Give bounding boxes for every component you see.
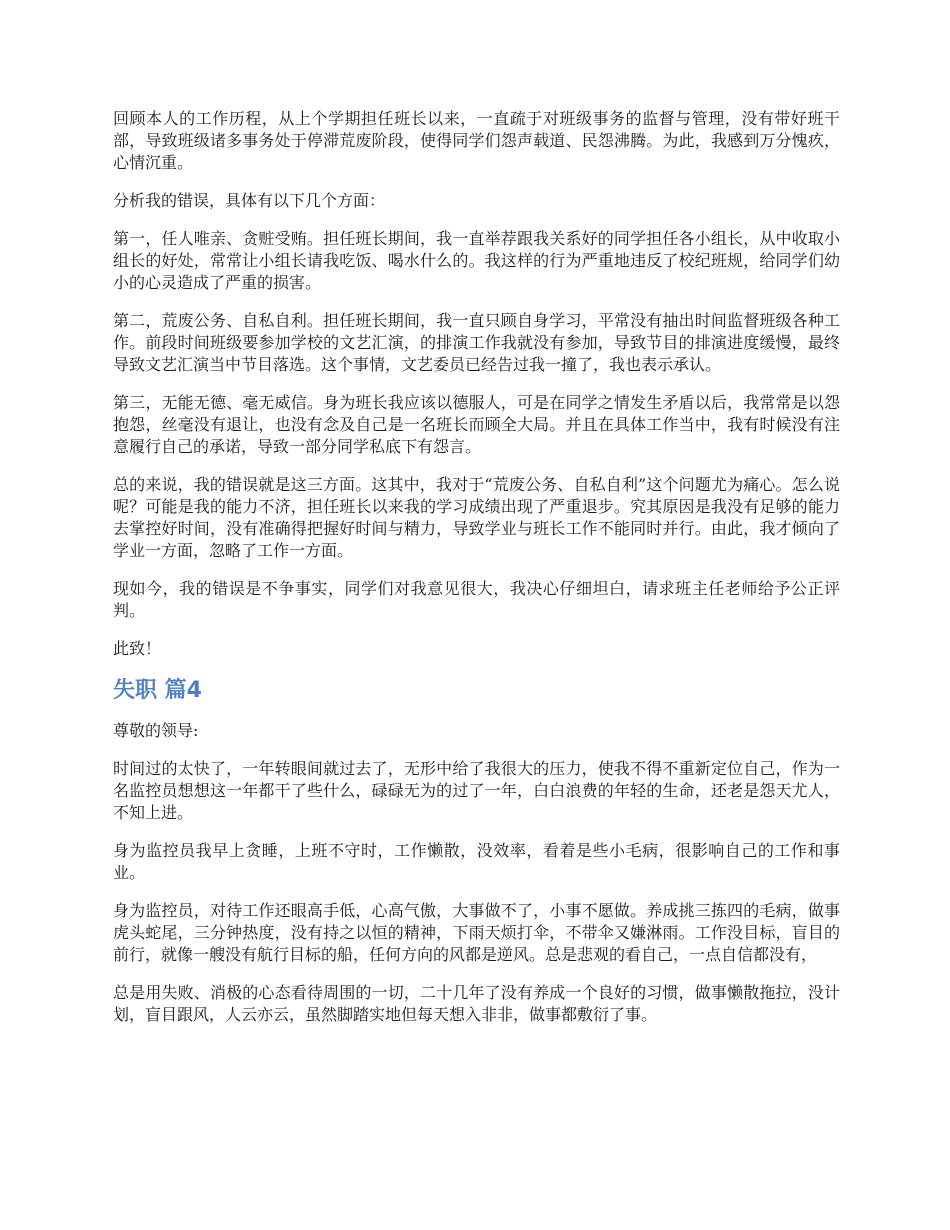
section-heading: 失职 篇4 bbox=[113, 678, 202, 703]
paragraph: 身为监控员，对待工作还眼高手低，心高气傲，大事做不了，小事不愿做。养成挑三拣四的毛病，做事虎头蛇尾，三分钟热度，没有持之以恒的精神，下雨天烦打伞，不带伞又嫌淋雨。工作没目标，盲目的前行，就像一艘没有航行目标的船，任何方向的风都是逆风。总是悲观的看自己，一点自信都没有， bbox=[113, 901, 840, 964]
paragraph: 第一，任人唯亲、贪赃受贿。担任班长期间，我一直举荐跟我关系好的同学担任各小组长，从中收取小组长的好处，常常让小组长请我吃饭、喝水什么的。我这样的行为严重地违反了校纪班规，给同学们幼小的心灵造成了严重的损害。 bbox=[113, 229, 840, 292]
paragraph: 分析我的错误，具体有以下几个方面： bbox=[113, 191, 386, 210]
paragraph: 总的来说，我的错误就是这三方面。这其中，我对于“荒废公务、自私自利”这个问题尤为痛心。怎么说呢？可能是我的能力不济，担任班长以来我的学习成绩出现了严重退步。究其原因是我没有足够的能力去掌控好时间，没有准确得把握好时间与精力，导致学业与班长工作不能同时并行。由此，我才倾向了学业一方面，忽略了工作一方面。 bbox=[113, 475, 840, 560]
salutation: 尊敬的领导: bbox=[113, 721, 199, 740]
paragraph: 现如今，我的错误是不争事实，同学们对我意见很大，我决心仔细坦白，请求班主任老师给予公正评判。 bbox=[113, 579, 840, 620]
paragraph: 第三，无能无德、毫无威信。身为班长我应该以德服人，可是在同学之情发生矛盾以后，我常常是以怨抱怨，丝毫没有退让，也没有念及自己是一名班长而顾全大局。并且在具体工作当中，我有时候没有注意履行自己的承诺，导致一部分同学私底下有怨言。 bbox=[113, 393, 840, 456]
paragraph: 总是用失败、消极的心态看待周围的一切，二十几年了没有养成一个良好的习惯，做事懒散拖拉，没计划，盲目跟风，人云亦云，虽然脚踏实地但每天想入非非，做事都敷衍了事。 bbox=[113, 983, 840, 1024]
paragraph: 身为监控员我早上贪睡，上班不守时，工作懒散，没效率，看着是些小毛病，很影响自己的工作和事业。 bbox=[113, 841, 840, 882]
paragraph: 回顾本人的工作历程，从上个学期担任班长以来，一直疏于对班级事务的监督与管理，没有带好班干部，导致班级诸多事务处于停滞荒废阶段，使得同学们怨声载道、民怨沸腾。为此，我感到万分愧疚，心情沉重。 bbox=[113, 109, 840, 172]
paragraph: 第二，荒废公务、自私自利。担任班长期间，我一直只顾自身学习，平常没有抽出时间监督班级各种工作。前段时间班级要参加学校的文艺汇演，的排演工作我就没有参加，导致节目的排演进度缓慢，最终导致文艺汇演当中节目落选。这个事情，文艺委员已经告过我一撞了，我也表示承认。 bbox=[113, 311, 840, 374]
closing-line: 此致！ bbox=[113, 639, 162, 658]
document-page bbox=[113, 108, 840, 1042]
paragraph: 时间过的太快了，一年转眼间就过去了，无形中给了我很大的压力，使我不得不重新定位自己，作为一名监控员想想这一年都干了些什么，碌碌无为的过了一年，白白浪费的年轻的生命，还老是怨天尤人，不知上进。 bbox=[113, 759, 840, 822]
